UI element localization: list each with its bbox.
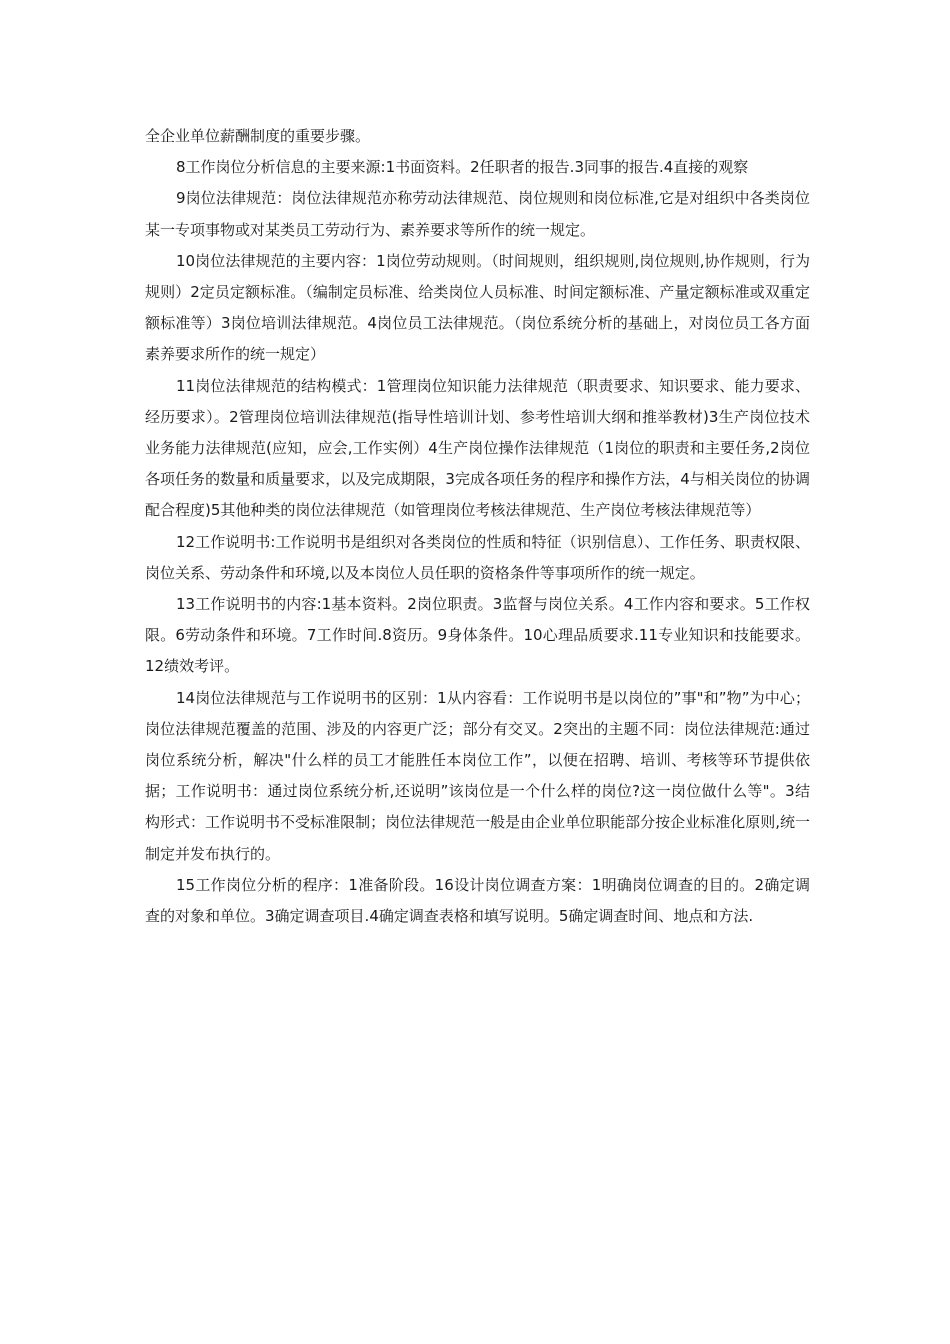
paragraph-continuation: 全企业单位薪酬制度的重要步骤。 (145, 127, 371, 145)
paragraph-14-differences: 14岗位法律规范与工作说明书的区别：1从内容看：工作说明书是以岗位的”事"和”物”为中心；岗位法律规范覆盖的范围、涉及的内容更广泛；部分有交叉。2突出的主题不同：岗位法律规范:通过岗位系统分析，解决"什么样的员工才能胜任本岗位工作”，以便在招聘、培训、考核等环节提供依据；工作说明书：通过岗位系统分析,还说明”该岗位是一个什么样的岗位?这一岗位做什么等"。3结构形式：工作说明书不受标准限制；岗位法律规范一般是由企业单位职能部分按企业标准化原则,统一制定并发布执行的。 (145, 688, 810, 863)
paragraph-15-analysis-procedure: 15工作岗位分析的程序：1准备阶段。16设计岗位调查方案：1明确岗位调查的目的。2确定调查的对象和单位。3确定调查项目.4确定调查表格和填写说明。5确定调查时间、地点和方法. (145, 875, 810, 926)
paragraph-9-job-norms: 9岗位法律规范：岗位法律规范亦称劳动法律规范、岗位规则和岗位标准,它是对组织中各类岗位某一专项事物或对某类员工劳动行为、素养要求等所作的统一规定。 (145, 189, 810, 239)
paragraph-10-norm-contents: 10岗位法律规范的主要内容：1岗位劳动规则。（时间规则，组织规则,岗位规则,协作规则，行为规则）2定员定额标准。（编制定员标准、给类岗位人员标准、时间定额标准、产量定额标准或双重定额标准等）3岗位培训法律规范。4岗位员工法律规范。（岗位系统分析的基础上，对岗位员工各方面素养要求所作的统一规定） (145, 251, 810, 364)
paragraph-11-norm-structure: 11岗位法律规范的结构模式：1管理岗位知识能力法律规范（职责要求、知识要求、能力要求、经历要求）。2管理岗位培训法律规范(指导性培训计划、参考性培训大纲和推举教材)3生产岗位技术业务能力法律规范(应知，应会,工作实例）4生产岗位操作法律规范（1岗位的职责和主要任务,2岗位各项任务的数量和质量要求，以及完成期限，3完成各项任务的程序和操作方法，4与相关岗位的协调配合程度)5其他种类的岗位法律规范（如管理岗位考核法律规范、生产岗位考核法律规范等） (145, 376, 810, 520)
paragraph-12-job-description: 12工作说明书:工作说明书是组织对各类岗位的性质和特征（识别信息）、工作任务、职责权限、岗位关系、劳动条件和环境,以及本岗位人员任职的资格条件等事项所作的统一规定。 (145, 532, 810, 582)
paragraph-8-info-sources: 8工作岗位分析信息的主要来源:1书面资料。2任职者的报告.3同事的报告.4直接的观察 (176, 158, 749, 177)
paragraph-13-description-contents: 13工作说明书的内容:1基本资料。2岗位职责。3监督与岗位关系。4工作内容和要求。5工作权限。6劳动条件和环境。7工作时间.8资历。9身体条件。10心理品质要求.11专业知识和技能要求。12绩效考评。 (145, 595, 810, 676)
document-body (145, 121, 810, 932)
